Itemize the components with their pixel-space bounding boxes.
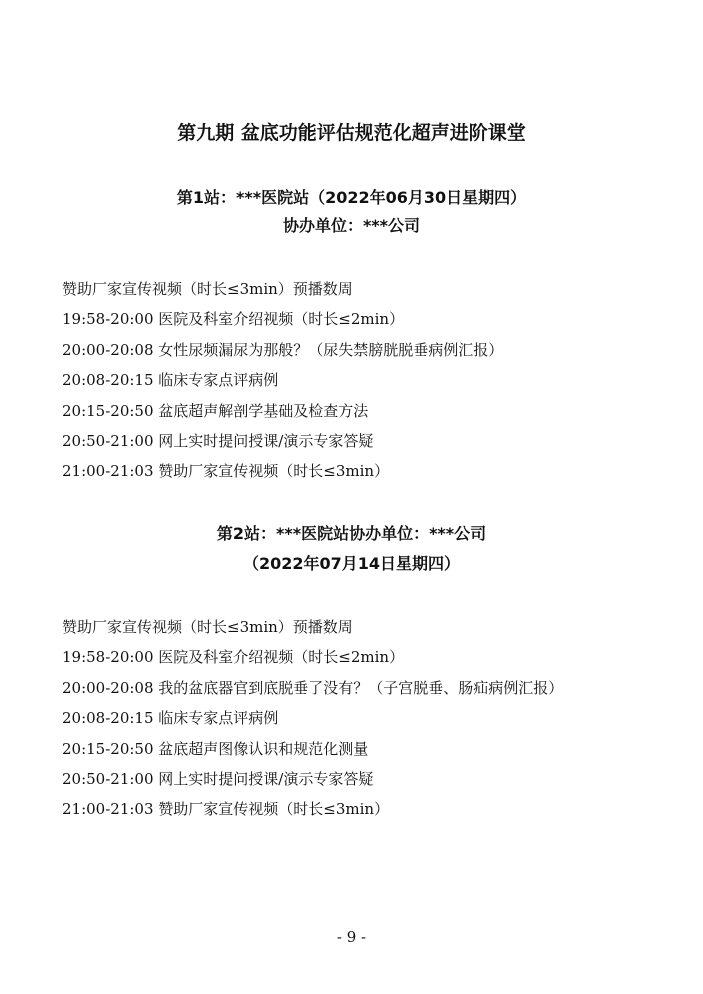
schedule-item: 19:58-20:00 医院及科室介绍视频（时长≤2min） (62, 648, 405, 667)
schedule-item: 21:00-21:03 赞助厂家宣传视频（时长≤3min） (62, 462, 390, 481)
station-1-schedule (62, 274, 652, 487)
schedule-item: 20:15-20:50 盆底超声解剖学基础及检查方法 (62, 401, 369, 420)
station-2-heading: 第2站：***医院站协办单位：***公司 (216, 524, 487, 543)
station-1-co-organizer: 协办单位：***公司 (282, 216, 421, 235)
schedule-item: 20:00-20:08 我的盆底器官到底脱垂了没有？（子宫脱垂、肠疝病例汇报） (62, 678, 564, 697)
schedule-item: 20:50-21:00 网上实时提问授课/演示专家答疑 (62, 770, 374, 789)
schedule-item: 20:08-20:15 临床专家点评病例 (62, 709, 279, 728)
page-number: - 9 - (336, 928, 367, 946)
schedule-item: 赞助厂家宣传视频（时长≤3min）预播数周 (62, 280, 353, 298)
station-2-schedule (62, 612, 652, 825)
schedule-item: 20:15-20:50 盆底超声图像认识和规范化测量 (62, 739, 369, 758)
document-title: 第九期 盆底功能评估规范化超声进阶课堂 (177, 122, 526, 144)
schedule-item: 20:50-21:00 网上实时提问授课/演示专家答疑 (62, 432, 374, 451)
schedule-item: 20:00-20:08 女性尿频漏尿为那般？（尿失禁膀胱脱垂病例汇报） (62, 340, 504, 359)
schedule-item: 20:08-20:15 临床专家点评病例 (62, 371, 279, 390)
station-2-date: （2022年07月14日星期四） (242, 554, 461, 573)
schedule-item: 21:00-21:03 赞助厂家宣传视频（时长≤3min） (62, 800, 390, 819)
station-1-heading: 第1站：***医院站（2022年06月30日星期四） (176, 188, 527, 207)
schedule-item: 赞助厂家宣传视频（时长≤3min）预播数周 (62, 618, 353, 636)
schedule-item: 19:58-20:00 医院及科室介绍视频（时长≤2min） (62, 310, 405, 329)
